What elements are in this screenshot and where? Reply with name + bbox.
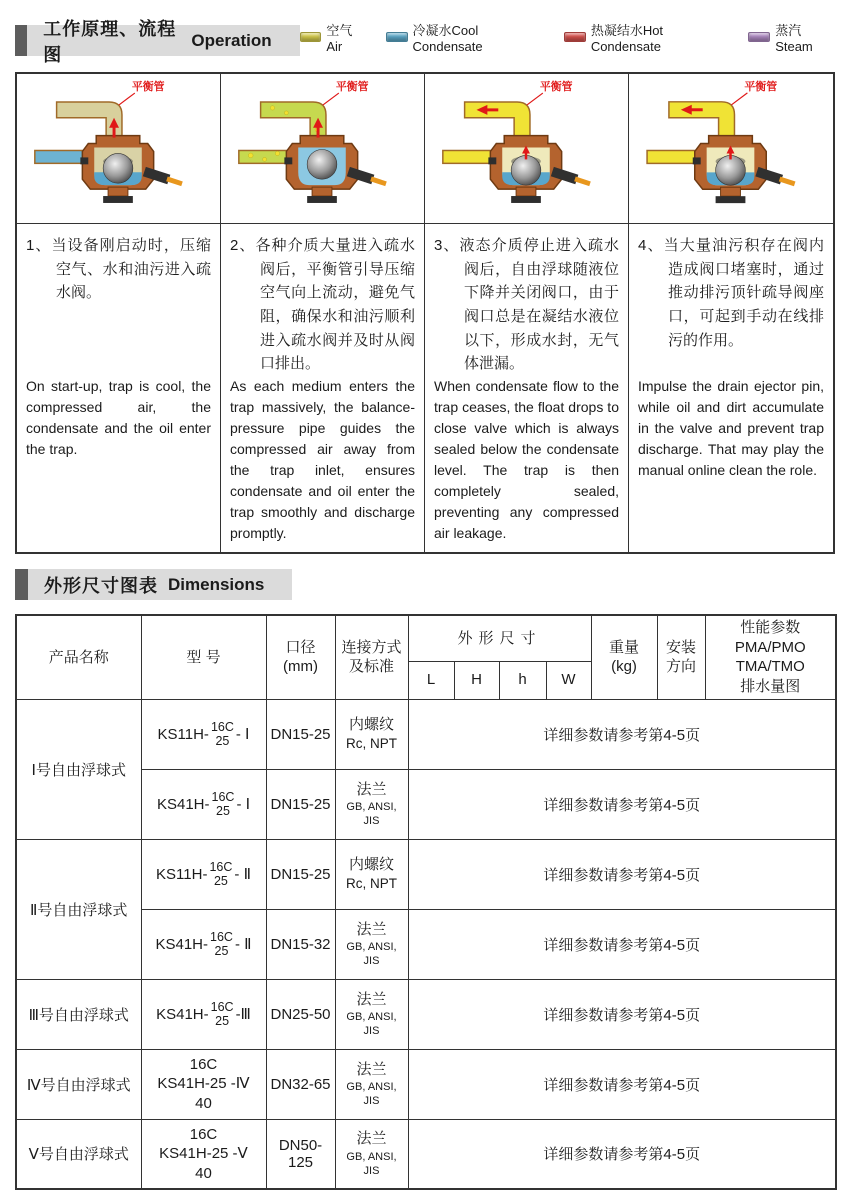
step-text-3	[425, 224, 629, 552]
model-cell: 16C KS41H-25 -Ⅴ 40	[141, 1119, 266, 1189]
product-name-cell: Ⅰ号自由浮球式	[16, 699, 141, 839]
col-header-connection	[335, 615, 408, 699]
diameter-cell: DN50-125	[266, 1119, 335, 1189]
inlet-pipe	[647, 150, 699, 163]
cool-condensate-swatch-icon	[386, 32, 408, 42]
col-header-h: h	[499, 661, 546, 699]
col-header-H: H	[454, 661, 499, 699]
detail-note-cell: 详细参数请参考第4-5页	[408, 1049, 836, 1119]
detail-note-cell: 详细参数请参考第4-5页	[408, 769, 836, 839]
step-3-zh: 3、液态介质停止进入疏水阀后，自由浮球随液位下降并关闭阀口，由于阀口总是在凝结水液位以下，形成水封，无气体泄漏。	[434, 237, 619, 373]
valve-cross-section-illustration	[629, 74, 833, 223]
weight-line2: (kg)	[611, 658, 637, 676]
valve-cross-section-illustration	[17, 74, 220, 223]
legend-label: 冷凝水Cool Condensate	[412, 23, 483, 54]
table-row	[16, 1119, 836, 1189]
col-header-install	[657, 615, 705, 699]
col-header-outline: 外形尺寸	[408, 615, 591, 661]
performance-line1: 性能参数	[740, 619, 801, 637]
diameter-cell: DN15-25	[266, 769, 335, 839]
performance-line2: PMA/PMO	[734, 638, 806, 656]
col-header-L: L	[408, 661, 454, 699]
float-ball	[307, 149, 337, 179]
performance-line3: TMA/TMO	[735, 658, 805, 676]
valve-cross-section-illustration	[221, 74, 424, 223]
connection-cell: 法兰 GB, ANSI, JIS	[335, 979, 408, 1049]
col-header-weight	[591, 615, 657, 699]
diameter-line1: 口径	[285, 638, 316, 656]
diameter-cell: DN15-25	[266, 699, 335, 769]
diameter-cell: DN15-25	[266, 839, 335, 909]
balance-pipe-label: 平衡管	[335, 81, 369, 94]
hot-condensate-swatch-icon	[564, 32, 586, 42]
table-row	[16, 1049, 836, 1119]
header-row-1	[16, 615, 836, 661]
operation-table	[15, 72, 835, 554]
connection-cell: 法兰 GB, ANSI, JIS	[335, 1119, 408, 1189]
balance-pipe-label: 平衡管	[539, 81, 573, 94]
detail-note-cell: 详细参数请参考第4-5页	[408, 839, 836, 909]
legend-item-cool-condensate	[386, 20, 544, 54]
diameter-cell: DN25-50	[266, 979, 335, 1049]
section-title-en: Dimensions	[168, 574, 265, 594]
product-name-cell: Ⅲ号自由浮球式	[16, 979, 141, 1049]
diameter-cell: DN32-65	[266, 1049, 335, 1119]
model-cell: KS11H- 16C 25 - Ⅱ	[141, 839, 266, 909]
product-name-cell: Ⅴ号自由浮球式	[16, 1119, 141, 1189]
col-header-W: W	[546, 661, 591, 699]
product-name-cell: Ⅱ号自由浮球式	[16, 839, 141, 979]
connection-cell: 内螺纹 Rc, NPT	[335, 839, 408, 909]
performance-line4: 排水量图	[740, 677, 801, 695]
connection-cell: 法兰 GB, ANSI, JIS	[335, 1049, 408, 1119]
legend-label: 空气Air	[326, 23, 353, 54]
col-header-product: 产品名称	[16, 615, 141, 699]
connection-cell: 法兰 GB, ANSI, JIS	[335, 769, 408, 839]
detail-note-cell: 详细参数请参考第4-5页	[408, 1119, 836, 1189]
step-3-en: When condensate flow to the trap ceases, the float drops to close valve which is always sealed below the condensate level. The trap is then completely sealed, preventing any compressed air leakage.	[434, 378, 619, 542]
valve-diagram-4	[629, 74, 833, 224]
table-row	[16, 839, 836, 909]
section-title-en: Operation	[191, 30, 272, 50]
legend-item-steam	[748, 20, 835, 54]
section-header-dimensions	[15, 569, 292, 600]
section-title-bar	[28, 569, 292, 600]
connection-line1: 连接方式	[341, 638, 402, 656]
section-marker	[15, 569, 28, 600]
detail-note-cell: 详细参数请参考第4-5页	[408, 699, 836, 769]
valve-diagram-1	[17, 74, 221, 224]
section-marker	[15, 25, 27, 56]
section-header-operation	[15, 18, 300, 65]
legend	[300, 20, 835, 56]
section-title-zh: 工作原理、流程图	[43, 18, 177, 65]
valve-diagram-3	[425, 74, 629, 224]
float-ball	[103, 153, 133, 183]
dimensions-table-wrap	[15, 614, 835, 1190]
step-2-zh: 2、各种介质大量进入疏水阀后，平衡管引导压缩空气向上流动，避免气阻，确保水和油污顺利进入疏水阀并及时从阀口排出。	[230, 237, 415, 373]
legend-item-hot-condensate	[564, 20, 728, 54]
operation-header-row	[15, 18, 835, 65]
inlet-pipe	[35, 150, 86, 163]
dimensions-table	[15, 614, 837, 1190]
step-text-1	[17, 224, 221, 552]
diameter-cell: DN15-32	[266, 909, 335, 979]
dimensions-header-row	[15, 569, 835, 600]
model-cell: KS41H- 16C 25 - Ⅱ	[141, 909, 266, 979]
legend-label: 蒸汽Steam	[775, 23, 813, 54]
install-line1: 安装	[666, 638, 697, 656]
detail-note-cell: 详细参数请参考第4-5页	[408, 979, 836, 1049]
col-header-performance	[705, 615, 836, 699]
air-swatch-icon	[300, 32, 322, 42]
table-row	[16, 699, 836, 769]
weight-line1: 重量	[609, 638, 640, 656]
step-2-en: As each medium enters the trap massively, the balance-pressure pipe guides the compressed air away from the trap inlet, ensures condensate and oil enter the trap smoothly and discharge promptly.	[230, 378, 415, 542]
balance-pipe-label: 平衡管	[744, 80, 778, 93]
connection-cell: 法兰 GB, ANSI, JIS	[335, 909, 408, 979]
steam-swatch-icon	[748, 32, 770, 42]
table-row	[16, 979, 836, 1049]
col-header-diameter	[266, 615, 335, 699]
valve-diagram-2	[221, 74, 425, 224]
diameter-line2: (mm)	[283, 658, 318, 676]
float-ball	[511, 155, 541, 185]
model-cell: KS11H- 16C 25 - Ⅰ	[141, 699, 266, 769]
model-cell: 16C KS41H-25 -Ⅳ 40	[141, 1049, 266, 1119]
balance-pipe-label: 平衡管	[131, 81, 165, 94]
model-cell: KS41H- 16C 25 -Ⅲ	[141, 979, 266, 1049]
install-line2: 方向	[666, 658, 697, 676]
detail-note-cell: 详细参数请参考第4-5页	[408, 909, 836, 979]
connection-line2: 及标准	[348, 658, 394, 676]
dim-table-body	[16, 699, 836, 1189]
model-cell: KS41H- 16C 25 - Ⅰ	[141, 769, 266, 839]
legend-label: 热凝结水Hot Condensate	[590, 23, 664, 54]
step-text-4	[629, 224, 833, 552]
step-4-zh: 4、当大量油污积存在阀内造成阀口堵塞时，通过推动排污顶针疏导阀座口，可起到手动在线排污的作用。	[638, 237, 824, 349]
step-4-en: Impulse the drain ejector pin, while oil and dirt accumulate in the valve and prevent trap discharge. That may play the manual online clean the role.	[638, 378, 824, 478]
valve-cross-section-illustration	[425, 74, 628, 223]
section-title-zh: 外形尺寸图表	[44, 575, 158, 596]
col-header-model: 型 号	[141, 615, 266, 699]
section-title-bar	[27, 18, 299, 65]
step-text-2	[221, 224, 425, 552]
connection-cell: 内螺纹 Rc, NPT	[335, 699, 408, 769]
inlet-pipe	[443, 150, 494, 163]
float-ball	[716, 155, 746, 185]
step-1-zh: 1、当设备刚启动时，压缩空气、水和油污进入疏水阀。	[26, 237, 211, 302]
step-1-en: On start-up, trap is cool, the compressed air, the condensate and the oil enter the trap.	[26, 378, 211, 457]
product-name-cell: Ⅳ号自由浮球式	[16, 1049, 141, 1119]
legend-item-air	[300, 20, 366, 54]
